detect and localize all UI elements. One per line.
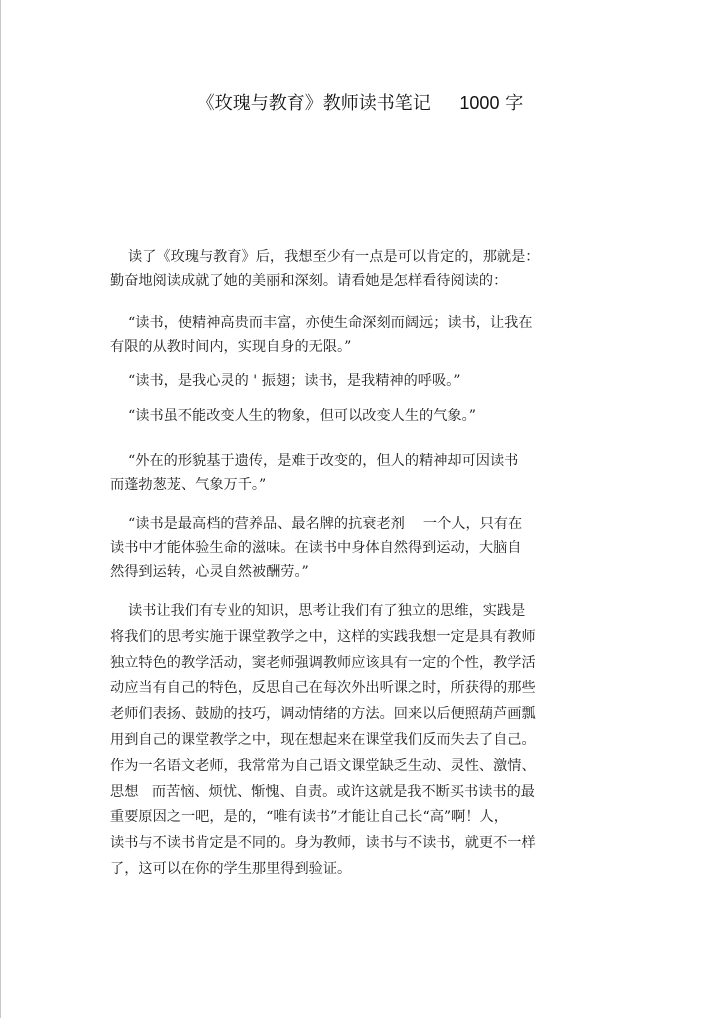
title-number: 1000 xyxy=(459,93,500,113)
text-line: 思想 而苦恼、烦忧、惭愧、自责。或许这就是我不断买书读书的最 xyxy=(110,783,535,800)
text-line: 将我们的思考实施于课堂教学之中，这样的实践我想一定是具有教师 xyxy=(110,628,536,645)
text-line: “外在的形貌基于遗传，是难于改变的，但人的精神却可因读书 xyxy=(110,453,519,469)
text-line: 了，这可以在你的学生那里得到验证。 xyxy=(110,860,352,877)
text-line: “读书，是我心灵的 ' 振翅；读书，是我精神的呼吸。” xyxy=(110,373,461,389)
paragraph-quote-1 xyxy=(110,311,590,359)
paragraph-intro xyxy=(110,245,590,293)
text-line: 重要原因之一吧，是的，“唯有读书”才能让自己长“高”啊！人， xyxy=(110,809,508,826)
text-line: 然得到运转，心灵自然被酬劳。” xyxy=(110,564,309,580)
text-line: 有限的从教时间内，实现自身的无限。” xyxy=(110,339,352,355)
text-line: 勤奋地阅读成就了她的美丽和深刻。请看她是怎样看待阅读的： xyxy=(110,273,508,289)
paragraph-reflection xyxy=(110,599,590,883)
text-line: 用到自己的课堂教学之中，现在想起来在课堂我们反而失去了自己。 xyxy=(110,731,536,748)
document-title xyxy=(0,90,720,117)
text-line: 作为一名语文老师，我常常为自己语文课堂缺乏生动、灵性、激情、 xyxy=(110,757,536,774)
text-line: 读书与不读书肯定是不同的。身为教师，读书与不读书，就更不一样 xyxy=(110,835,536,852)
paragraph-quote-2 xyxy=(110,369,590,393)
text-line: 而蓬勃葱茏、气象万千。” xyxy=(110,477,267,493)
paragraph-quote-4 xyxy=(110,449,590,497)
title-main: 《玫瑰与教育》教师读书笔记 xyxy=(196,93,431,114)
text-line: 读书中才能体验生命的滋味。在读书中身体自然得到运动，大脑自 xyxy=(110,540,522,556)
paragraph-quote-5 xyxy=(110,512,590,584)
text-line: “读书，使精神高贵而丰富，亦使生命深刻而阔远；读书，让我在 xyxy=(110,315,533,331)
text-line: 独立特色的教学活动，窦老师强调教师应该具有一定的个性，教学活 xyxy=(110,654,536,671)
title-suffix: 字 xyxy=(505,93,524,114)
text-line: “读书是最高档的营养品、最名牌的抗衰老剂 一个人，只有在 xyxy=(110,516,523,532)
paragraph-quote-3 xyxy=(110,404,590,428)
text-line: 动应当有自己的特色，反思自己在每次外出听课之时，所获得的那些 xyxy=(110,680,536,697)
text-line: 读了《玫瑰与教育》后，我想至少有一点是可以肯定的，那就是： xyxy=(110,249,540,265)
text-line: 老师们表扬、鼓励的技巧，调动情绪的方法。回来以后便照葫芦画瓢 xyxy=(110,706,536,723)
page-left-edge xyxy=(0,0,1,1018)
text-line: “读书虽不能改变人生的物象，但可以改变人生的气象。” xyxy=(110,408,476,424)
text-line: 读书让我们有专业的知识，思考让我们有了独立的思维，实践是 xyxy=(110,603,526,619)
